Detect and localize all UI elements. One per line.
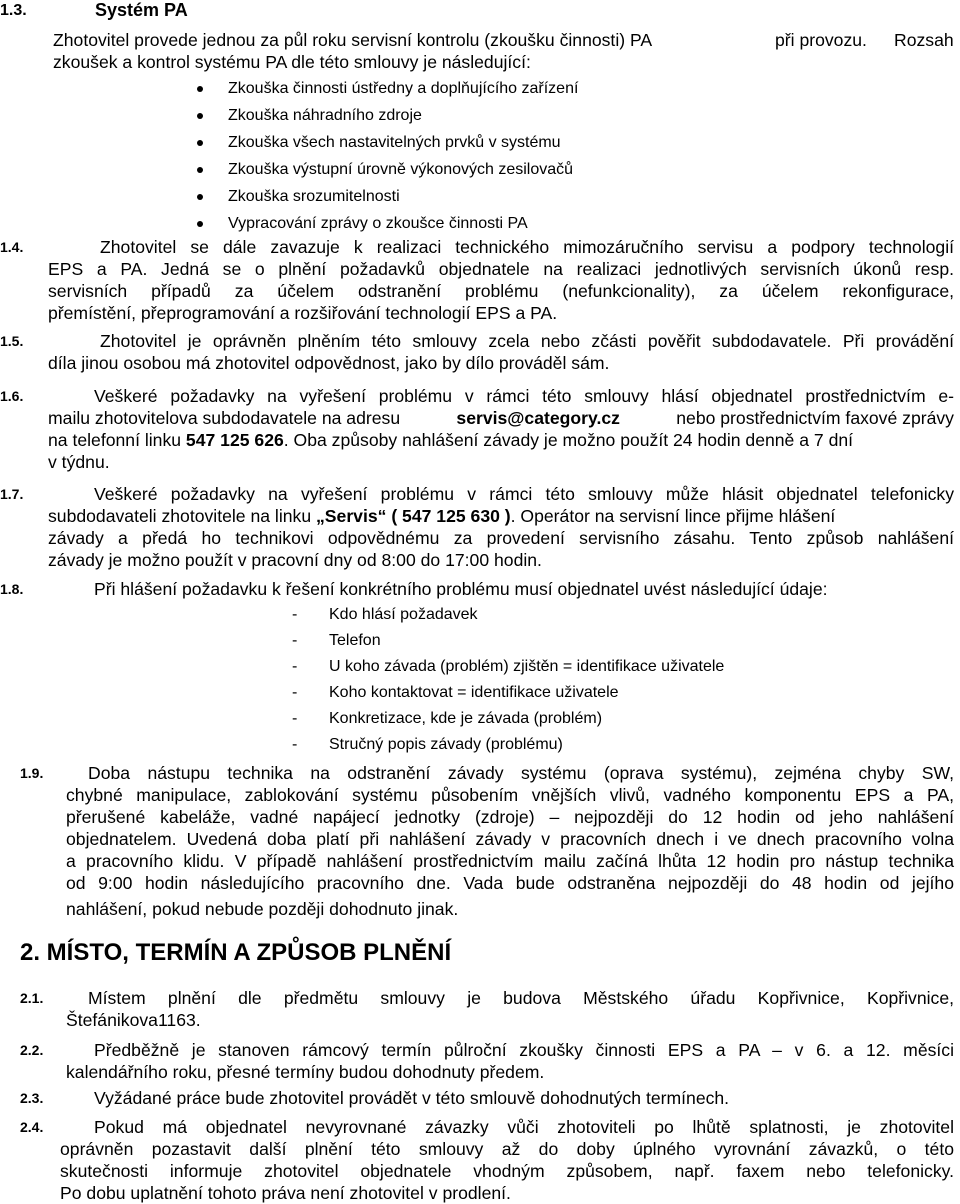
paragraph-line: Při hlášení požadavku k řešení konkrétního problému musí objednatel uvést následující údaje: bbox=[94, 579, 828, 599]
list-item: Zkouška všech nastavitelných prvků v systému bbox=[228, 134, 561, 151]
paragraph-line: Zhotovitel se dále zavazuje k realizaci technického mimozáručního servisu a podpory technologií bbox=[100, 237, 954, 257]
section-number-1-4: 1.4. bbox=[0, 239, 24, 255]
bullet-icon bbox=[197, 113, 203, 119]
paragraph-line: závady a předá ho technikovi odpovědnému za provedení servisního zásahu. Tento způsob nahlášení bbox=[48, 528, 954, 548]
paragraph-line: zkoušek a kontrol systému PA dle této smlouvy je následující: bbox=[53, 52, 531, 72]
text: na telefonní linku bbox=[48, 430, 182, 450]
section-number-1-9: 1.9. bbox=[20, 765, 44, 781]
email-address: servis@category.cz bbox=[456, 408, 620, 428]
list-item: Stručný popis závady (problému) bbox=[329, 736, 563, 753]
paragraph-line: při provozu. bbox=[775, 30, 867, 50]
paragraph-line: Rozsah bbox=[894, 30, 954, 50]
text: nebo prostřednictvím faxové zprávy bbox=[676, 408, 954, 428]
list-item: Zkouška činnosti ústředny a doplňujícího zařízení bbox=[228, 80, 579, 97]
dash-marker: - bbox=[292, 684, 298, 701]
bullet-icon bbox=[197, 86, 203, 92]
paragraph-line: oprávněn pozastavit další plnění této smlouvy až do doby úplného vyrovnání závazků, o této bbox=[60, 1139, 954, 1159]
paragraph-line: Doba nástupu technika na odstranění závady systému (oprava systému), zejména chyby SW, bbox=[88, 763, 954, 783]
paragraph-line: Pokud má objednatel nevyrovnané závazky vůči zhotoviteli po lhůtě splatnosti, je zhotovitel bbox=[94, 1117, 954, 1137]
phone-number: ( 547 125 630 ) bbox=[391, 506, 511, 526]
list-item: Konkretizace, kde je závada (problém) bbox=[329, 710, 603, 727]
section-number-1-7: 1.7. bbox=[0, 486, 24, 502]
paragraph-line bbox=[48, 429, 853, 451]
bullet-icon bbox=[197, 140, 203, 146]
dash-marker: - bbox=[292, 606, 298, 623]
paragraph-line: závady je možno použít v pracovní dny od 8:00 do 17:00 hodin. bbox=[48, 550, 542, 570]
section-number-2-1: 2.1. bbox=[20, 990, 44, 1006]
paragraph-line: EPS a PA. Jedná se o plnění požadavků objednatele na realizaci jednotlivých servisních úkonů resp. bbox=[48, 259, 954, 279]
chapter-heading: 2. MÍSTO, TERMÍN A ZPŮSOB PLNĚNÍ bbox=[20, 939, 452, 966]
paragraph-line: objednatelem. Uvedená doba platí při nahlášení závady v pracovních dnech i ve dnech pracovního volna bbox=[66, 829, 954, 849]
paragraph-line: Veškeré požadavky na vyřešení problému v rámci této smlouvy může hlásit objednatel telefonicky bbox=[94, 484, 954, 504]
paragraph-line: přerušené kabeláže, vadné napájecí jednotky (zdroje) – nejpozději do 12 hodin od jeho nahlášení bbox=[66, 807, 954, 827]
bullet-icon bbox=[197, 167, 203, 173]
bullet-icon bbox=[197, 194, 203, 200]
list-item: Koho kontaktovat = identifikace uživatele bbox=[329, 684, 619, 701]
list-item: U koho závada (problém) zjištěn = identifikace uživatele bbox=[329, 658, 725, 675]
section-number-1-5: 1.5. bbox=[0, 333, 24, 349]
list-item: Zkouška náhradního zdroje bbox=[228, 107, 422, 124]
dash-marker: - bbox=[292, 736, 298, 753]
text: . Operátor na servisní lince přijme hlášení bbox=[510, 506, 836, 526]
paragraph-line: v týdnu. bbox=[48, 452, 110, 472]
paragraph-line: skutečnosti informuje zhotovitel objednatele vhodným způsobem, např. faxem nebo telefonicky. bbox=[60, 1161, 954, 1181]
section-number-2-2: 2.2. bbox=[20, 1042, 44, 1058]
section-number-1-6: 1.6. bbox=[0, 388, 24, 404]
paragraph-line: Štefánikova1163. bbox=[66, 1010, 201, 1030]
paragraph-line: a pracovního klidu. V případě nahlášení prostřednictvím mailu začíná lhůta 12 hodin pro nástup technika bbox=[66, 851, 954, 871]
text: . Oba způsoby nahlášení závady je možno použít 24 hodin denně a 7 dní bbox=[283, 430, 854, 450]
paragraph-line: kalendářního roku, přesné termíny budou dohodnuty předem. bbox=[66, 1062, 545, 1082]
dash-marker: - bbox=[292, 710, 298, 727]
paragraph-line bbox=[48, 407, 954, 429]
paragraph-line: Veškeré požadavky na vyřešení problému v rámci této smlouvy hlásí objednatel prostřednictvím e- bbox=[94, 386, 954, 406]
section-number-2-4: 2.4. bbox=[20, 1119, 44, 1135]
list-item: Vypracování zprávy o zkoušce činnosti PA bbox=[228, 215, 528, 232]
paragraph-line: přemístění, přeprogramování a rozšiřování technologií EPS a PA. bbox=[48, 303, 558, 323]
list-item: Kdo hlásí požadavek bbox=[329, 606, 478, 623]
phone-number: 547 125 626 bbox=[185, 430, 284, 450]
paragraph-line: Zhotovitel provede jednou za půl roku servisní kontrolu (zkoušku činnosti) PA bbox=[53, 30, 653, 50]
paragraph-line: Místem plnění dle předmětu smlouvy je budova Městského úřadu Kopřivnice, Kopřivnice, bbox=[88, 988, 954, 1008]
section-number-1-8: 1.8. bbox=[0, 581, 24, 597]
paragraph-line: Vyžádané práce bude zhotovitel provádět v této smlouvě dohodnutých termínech. bbox=[94, 1088, 730, 1108]
list-item: Zkouška výstupní úrovně výkonových zesilovačů bbox=[228, 161, 574, 178]
paragraph-line: od 9:00 hodin následujícího pracovního dne. Vada bude odstraněna nejpozději do 48 hodin od jejího bbox=[66, 873, 954, 893]
section-number-2-3: 2.3. bbox=[20, 1090, 44, 1106]
paragraph-line: Zhotovitel je oprávněn plněním této smlouvy zcela nebo zčásti pověřit subdodavatele. Při provádění bbox=[100, 331, 954, 351]
list-item: Zkouška srozumitelnosti bbox=[228, 188, 400, 205]
paragraph-line: servisních případů za účelem odstranění problému (nefunkcionality), za účelem rekonfigurace, bbox=[48, 281, 954, 301]
paragraph-line: Po dobu uplatnění tohoto práva není zhotovitel v prodlení. bbox=[60, 1183, 511, 1203]
list-item: Telefon bbox=[329, 632, 381, 649]
section-title-system-pa: Systém PA bbox=[95, 0, 188, 20]
paragraph-line bbox=[48, 505, 835, 527]
section-number-1-3: 1.3. bbox=[0, 2, 27, 19]
paragraph-line: díla jinou osobou má zhotovitel odpovědnost, jako by dílo prováděl sám. bbox=[48, 353, 610, 373]
paragraph-line: nahlášení, pokud nebude později dohodnuto jinak. bbox=[66, 899, 459, 919]
paragraph-line: chybné manipulace, zablokování systému působením vnějších vlivů, vadného komponentu EPS a PA, bbox=[66, 785, 954, 805]
dash-marker: - bbox=[292, 658, 298, 675]
paragraph-line: Předběžně je stanoven rámcový termín půlroční zkoušky činnosti EPS a PA – v 6. a 12. měsíci bbox=[94, 1040, 954, 1060]
servis-label: „Servis“ bbox=[316, 506, 387, 526]
text: mailu zhotovitelova subdodavatele na adresu bbox=[48, 408, 401, 428]
text: subdodavateli zhotovitele na linku bbox=[48, 506, 312, 526]
dash-marker: - bbox=[292, 632, 298, 649]
bullet-icon bbox=[197, 221, 203, 227]
